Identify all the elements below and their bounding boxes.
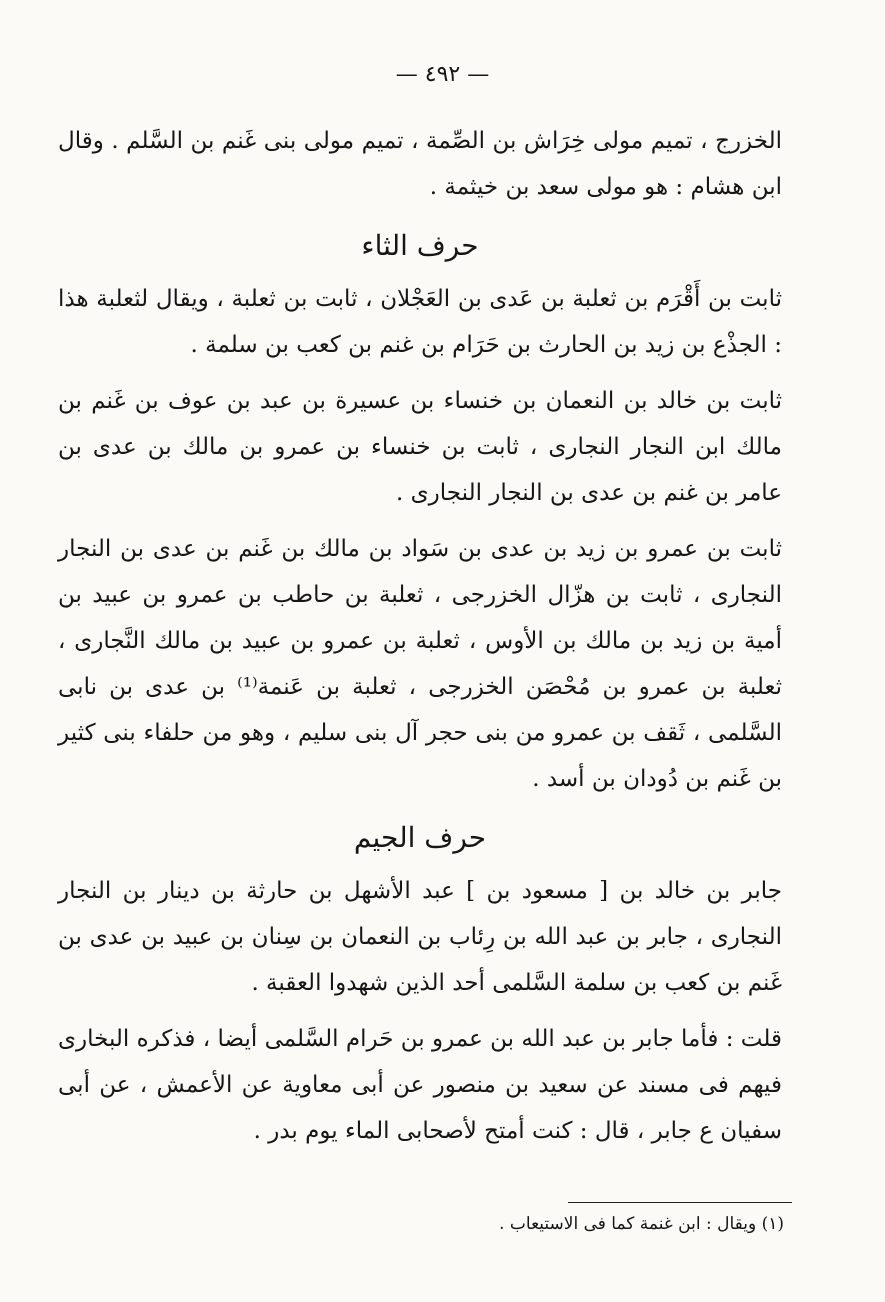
paragraph: ثابت بن خالد بن النعمان بن خنساء بن عسيرة بن عبد بن عوف بن غَنم بن مالك ابن النجار النجارى ، ثابت بن خنساء بن عمرو بن مالك بن عدى بن عامر بن غنم بن عدى بن النجار النجارى .	[58, 388, 782, 506]
page-body	[58, 118, 782, 1154]
page-number: — ٤٩٢ —	[395, 62, 490, 87]
footnote: (١) ويقال : ابن غنمة كما فى الاستيعاب .	[499, 1214, 784, 1234]
paragraph: ثابت بن أَقْرَم بن ثعلبة بن عَدى بن العَجْلان ، ثابت بن ثعلبة ، ويقال لثعلبة هذا : الجذْع بن زيد بن الحارث بن حَرَام بن غنم بن كعب بن سلمة .	[58, 286, 782, 358]
footnote-divider	[568, 1202, 792, 1203]
section-heading: حرف الثاء	[361, 229, 479, 262]
paragraph: الخزرج ، تميم مولى خِرَاش بن الصِّمة ، تميم مولى بنى غَنم بن السَّلم . وقال ابن هشام : هو مولى سعد بن خيثمة .	[58, 128, 782, 200]
paragraph: جابر بن خالد بن [ مسعود بن ] عبد الأشهل بن حارثة بن دينار بن النجار النجارى ، جابر بن عبد الله بن رِئاب بن النعمان بن سِنان بن عبيد بن عدى بن غَنم بن كعب بن سلمة السَّلمى أحد الذين شهدوا العقبة .	[58, 878, 782, 996]
paragraph: ثابت بن عمرو بن زيد بن عدى بن سَواد بن مالك بن غَنم بن عدى بن النجار النجارى ، ثابت بن هزّال الخزرجى ، ثعلبة بن حاطب بن عمرو بن عبيد بن أمية بن زيد بن مالك بن الأوس ، ثعلبة بن عمرو بن عبيد بن مالك النَّجارى ، ثعلبة بن عمرو بن مُحْصَن الخزرجى ، ثعلبة بن عَنمة⁽¹⁾ بن عدى بن نابى السَّلمى ، ثَقف بن عمرو من بنى حجر آل بنى سليم ، وهو من حلفاء بنى كثير بن غَنم بن دُودان بن أسد .	[58, 536, 782, 792]
section-heading: حرف الجيم	[353, 821, 487, 854]
paragraph: قلت : فأما جابر بن عبد الله بن عمرو بن حَرام السَّلمى أيضا ، فذكره البخارى فيهم فى مسند عن سعيد بن منصور عن أبى معاوية عن الأعمش ، عن أبى سفيان ع جابر ، قال : كنت أمتح لأصحابى الماء يوم بدر .	[58, 1026, 782, 1144]
